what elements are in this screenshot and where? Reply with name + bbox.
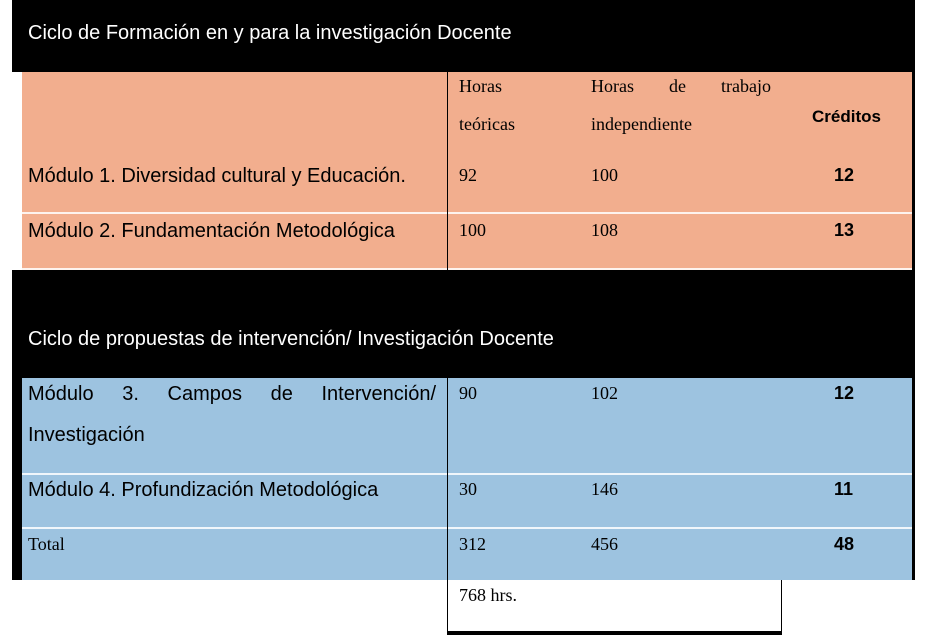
- column-divider: [447, 378, 448, 580]
- row4-independiente: 146: [591, 479, 618, 499]
- row-separator: [22, 268, 912, 270]
- row3-teoricas: 90: [459, 383, 477, 403]
- section1-title: Ciclo de Formación en y para la investigación Docente: [28, 22, 512, 44]
- header-horas-teoricas-1: Horas: [459, 76, 502, 96]
- row2-creditos: 13: [834, 220, 855, 240]
- row2-modulo: Módulo 2. Fundamentación Metodológica: [28, 220, 395, 242]
- grand-total: 768 hrs.: [459, 585, 517, 605]
- row3-independiente: 102: [591, 383, 618, 403]
- row4-teoricas: 30: [459, 479, 477, 499]
- header-horas-teoricas-2: teóricas: [459, 114, 515, 134]
- header-horas-trabajo-1: Horas de trabajo: [591, 76, 771, 96]
- total-label: Total: [28, 534, 65, 554]
- row-separator: [22, 527, 912, 529]
- total-creditos: 48: [834, 534, 855, 554]
- row1-independiente: 100: [591, 165, 618, 185]
- total-teoricas: 312: [459, 534, 486, 554]
- row2-teoricas: 100: [459, 220, 486, 240]
- header-creditos: Créditos: [812, 107, 881, 126]
- section2-title-bar: [12, 270, 914, 378]
- row1-creditos: 12: [834, 165, 855, 185]
- row-separator: [22, 473, 912, 475]
- row3-creditos: 12: [834, 383, 855, 403]
- row3-modulo-line1: Módulo 3. Campos de Intervención/: [28, 383, 436, 405]
- row2-independiente: 108: [591, 220, 618, 240]
- row-separator: [22, 212, 912, 214]
- row4-modulo: Módulo 4. Profundización Metodológica: [28, 479, 379, 501]
- header-horas-trabajo-2: independiente: [591, 114, 692, 134]
- row1-modulo: Módulo 1. Diversidad cultural y Educación.: [28, 165, 406, 187]
- row1-teoricas: 92: [459, 165, 477, 185]
- row4-creditos: 11: [834, 479, 854, 499]
- row3-modulo-line2: Investigación: [28, 424, 145, 446]
- right-black-edge: [912, 0, 915, 580]
- column-divider: [447, 72, 448, 270]
- left-black-edge: [12, 378, 22, 580]
- total-independiente: 456: [591, 534, 618, 554]
- section2-title: Ciclo de propuestas de intervención/ Investigación Docente: [28, 328, 554, 350]
